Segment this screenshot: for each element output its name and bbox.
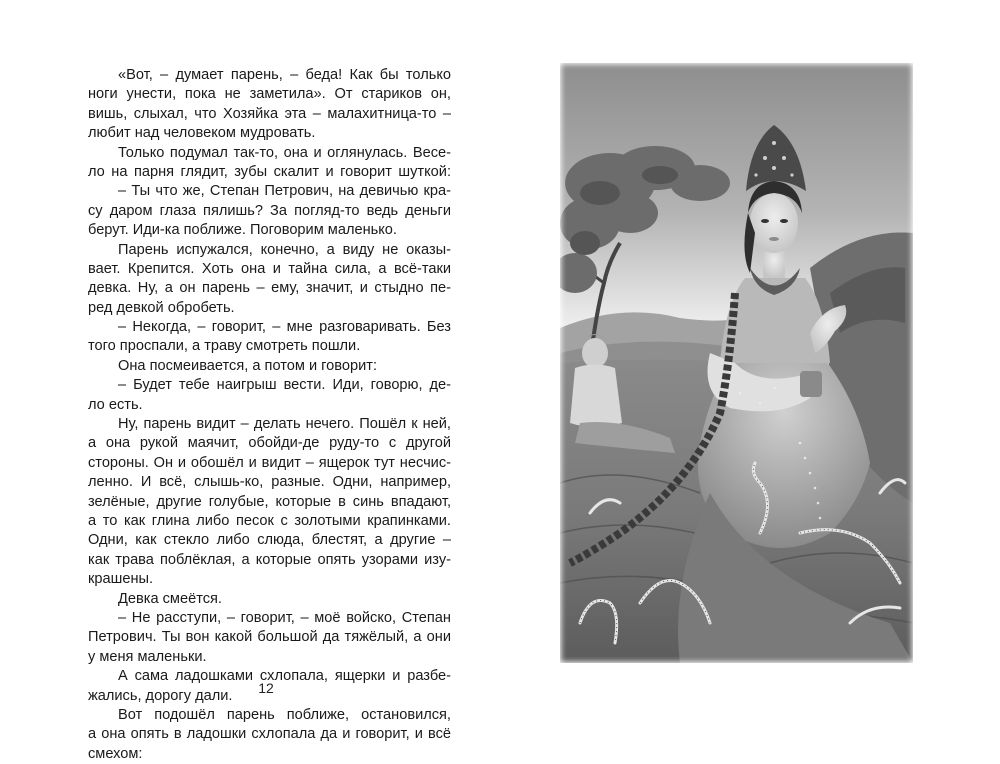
text-line: а она рукой маячит, обойди-де руду-то с другой [88,435,451,452]
text-line: как трава поблёклая, а которые опять узорами изу- [88,551,451,568]
text-line: су даром глаза пялишь? За погляд-то ведь деньги [88,202,451,219]
illustration [560,63,913,663]
text-line: жались, дорогу дали. [88,687,233,704]
text-line: Девка смеётся. [118,590,222,607]
text-line: берут. Иди-ка поближе. Поговорим маленько. [88,222,397,239]
text-line: того проспали, а траву смотреть пошли. [88,338,361,355]
text-line: ленно. И всё, слышь-ко, разные. Одни, например, [88,474,451,491]
text-line: Ну, парень видит – делать нечего. Пошёл к ней, [118,416,451,433]
text-line: стороны. Он и обошёл и видит – ящерок тут несчис- [88,454,451,471]
text-line: «Вот, – думает парень, – беда! Как бы только [118,67,451,83]
text-line: А сама ладошками схлопала, ящерки и разбе- [118,668,451,685]
text-line: Она посмеивается, а потом и говорит: [118,357,377,374]
text-line: – Не расступи, – говорит, – моё войско, Степан [118,609,451,626]
text-line: – Ты что же, Степан Петрович, на девичью кра- [118,183,451,200]
text-line: у меня маленьки. [88,648,207,665]
text-line: Только подумал так-то, она и оглянулась. Весе- [118,144,451,161]
text-line: – Будет тебе наигрыш вести. Иди, говорю, де- [118,377,451,394]
text-line: – Некогда, – говорит, – мне разговаривать. Без [118,319,451,336]
text-line: ло есть. [88,396,143,413]
text-line: а то как глина либо песок с золотыми крапинками. [88,512,451,529]
text-line: ноги унести, пока не заметила». От стариков он, [88,86,451,103]
text-line: любит над человеком мудровать. [88,125,316,142]
text-line: зелёные, другие голубые, которые в синь впадают, [88,493,451,510]
text-line: а она опять в ладошки схлопала да и говорит, и всё [88,726,451,743]
text-line: Вот подошёл парень поближе, остановился, [118,706,451,723]
page-number: 12 [258,680,274,696]
illustration-art [560,63,913,663]
text-line: смехом: [88,745,143,762]
text-line: крашены. [88,571,154,588]
text-line: ло на парня глядит, зубы скалит и говорит шуткой: [88,163,451,180]
text-line: Одни, как стекло либо слюда, блестят, а другие – [88,532,451,549]
text-line: вает. Крепится. Хоть она и тайна сила, а всё-таки [88,260,451,277]
story-text [88,66,451,764]
text-line: ред девкой обробеть. [88,299,235,316]
left-page [0,0,500,762]
text-line: Петрович. Ты вон какой большой да тяжёлый, а они [88,629,451,646]
text-line: Парень испужался, конечно, а виду не оказы- [118,241,451,258]
text-line: девка. Ну, а он парень – ему, значит, и стыдно пе- [88,280,451,297]
text-line: вишь, слыхал, что Хозяйка эта – малахитница-то – [88,105,451,122]
